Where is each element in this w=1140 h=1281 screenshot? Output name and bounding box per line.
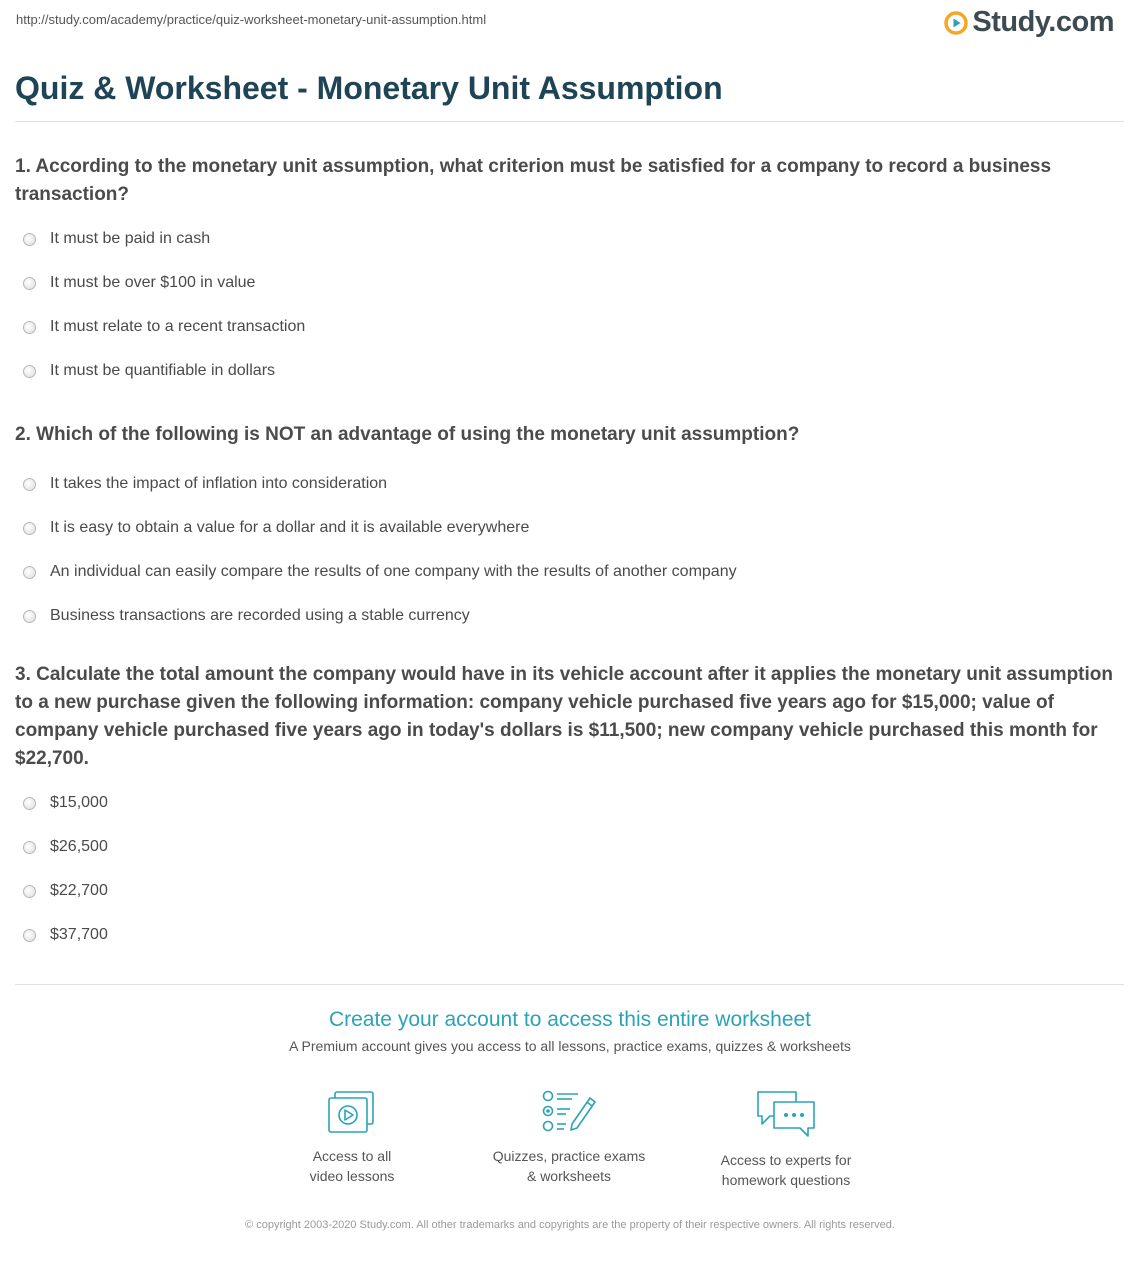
answer-option[interactable] — [15, 217, 1115, 261]
quiz-checklist-icon — [540, 1088, 598, 1136]
question-text: 2. Which of the following is NOT an advantage of using the monetary unit assumption? — [15, 424, 800, 445]
answer-option[interactable] — [15, 781, 1115, 825]
radio-button[interactable] — [23, 233, 36, 246]
answer-option[interactable] — [15, 550, 1115, 594]
answer-options — [15, 217, 1115, 393]
option-label: It must be quantifiable in dollars — [50, 362, 276, 379]
radio-button[interactable] — [23, 321, 36, 334]
option-label: $22,700 — [50, 882, 108, 899]
copyright-footer: © copyright 2003-2020 Study.com. All other trademarks and copyrights are the property of their respective owners. All rights reserved. — [245, 1219, 895, 1231]
answer-option[interactable] — [15, 261, 1115, 305]
option-label: It takes the impact of inflation into consideration — [50, 475, 388, 492]
answer-option[interactable] — [15, 349, 1115, 393]
radio-button[interactable] — [23, 566, 36, 579]
cta-divider — [15, 984, 1124, 985]
option-label: It must be paid in cash — [50, 230, 211, 247]
radio-button[interactable] — [23, 365, 36, 378]
radio-button[interactable] — [23, 478, 36, 491]
logo-text: Study.com — [972, 6, 1114, 38]
radio-button[interactable] — [23, 522, 36, 535]
option-label: It must relate to a recent transaction — [50, 318, 306, 335]
feature-experts — [686, 1088, 886, 1190]
cta-subtitle: A Premium account gives you access to all lessons, practice exams, quizzes & worksheets — [289, 1038, 851, 1054]
answer-option[interactable] — [15, 913, 1115, 957]
page-title: Quiz & Worksheet - Monetary Unit Assumption — [15, 70, 723, 106]
option-label: $37,700 — [50, 926, 108, 943]
answer-options — [15, 462, 1115, 638]
premium-features — [0, 1088, 1140, 1198]
option-label: $26,500 — [50, 838, 108, 855]
answer-option[interactable] — [15, 594, 1115, 638]
option-label: $15,000 — [50, 794, 108, 811]
feature-quizzes — [469, 1088, 669, 1186]
radio-button[interactable] — [23, 885, 36, 898]
study-logo[interactable] — [944, 6, 1114, 39]
radio-button[interactable] — [23, 929, 36, 942]
radio-button[interactable] — [23, 797, 36, 810]
chat-bubbles-icon — [754, 1088, 818, 1140]
answer-option[interactable] — [15, 506, 1115, 550]
radio-button[interactable] — [23, 610, 36, 623]
video-lessons-icon — [326, 1088, 378, 1136]
option-label: An individual can easily compare the results of one company with the results of another company — [50, 563, 737, 580]
answer-options — [15, 781, 1115, 957]
option-label: Business transactions are recorded using a stable currency — [50, 607, 470, 624]
answer-option[interactable] — [15, 825, 1115, 869]
answer-option[interactable] — [15, 869, 1115, 913]
page-url: http://study.com/academy/practice/quiz-worksheet-monetary-unit-assumption.html — [16, 12, 487, 27]
question-2 — [15, 421, 1115, 638]
option-label: It is easy to obtain a value for a dollar and it is available everywhere — [50, 519, 530, 536]
answer-option[interactable] — [15, 305, 1115, 349]
play-circle-icon — [944, 11, 968, 35]
answer-option[interactable] — [15, 462, 1115, 506]
feature-label: Access to all video lessons — [309, 1148, 395, 1184]
signup-cta — [0, 1008, 1140, 1054]
question-text: 1. According to the monetary unit assumption, what criterion must be satisfied for a company to record a business transaction? — [15, 156, 1052, 205]
radio-button[interactable] — [23, 841, 36, 854]
question-3 — [15, 661, 1115, 957]
feature-video-lessons — [252, 1088, 452, 1186]
title-divider — [15, 121, 1124, 122]
feature-label: Quizzes, practice exams & worksheets — [492, 1148, 646, 1184]
feature-label: Access to experts for homework questions — [720, 1152, 852, 1188]
radio-button[interactable] — [23, 277, 36, 290]
cta-link[interactable]: Create your account to access this entire worksheet — [328, 1008, 812, 1031]
option-label: It must be over $100 in value — [50, 274, 256, 291]
question-text: 3. Calculate the total amount the company would have in its vehicle account after it applies the monetary unit assumption to a new purchase given the following information: company vehicle purchased five years ago for $15,000; value of company vehicle purchased five years ago in today's dollars is $11,500; new company vehicle purchased this month for $22,700. — [15, 664, 1113, 769]
question-1 — [15, 153, 1115, 393]
